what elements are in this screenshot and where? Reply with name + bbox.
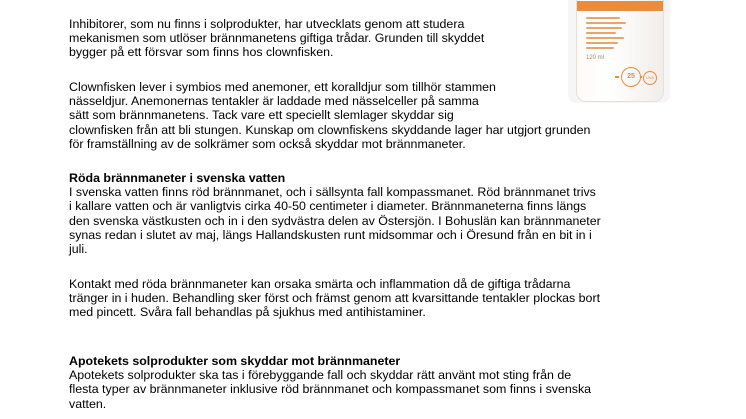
swedish-waters-line: I svenska vatten finns röd brännmanet, och i sällsynta fall kompassmanet. Röd brännmanet trivs: [69, 185, 596, 200]
pharmacy-line: flesta typer av brännmaneter inklusive röd brännmanet och kompassmanet som finns i svenska: [69, 382, 592, 397]
pharmacy-section: [69, 354, 591, 411]
pharmacy-heading: Apotekets solprodukter som skyddar mot brännmaneter: [69, 354, 401, 368]
intro-line: bygger på ett försvar som finns hos clownfisken.: [69, 45, 334, 60]
swedish-waters-section: [69, 171, 601, 256]
contact-line: tränger in i huden. Behandling sker först och främst genom att kvarsittande tentakler plockas bort: [69, 291, 601, 306]
swedish-waters-line: den svenska västkusten och in i den sydvästra delen av Östersjön. I Bohuslän kan brännmaneter: [69, 213, 601, 228]
intro-line: Inhibitorer, som nu finns i solprodukter, har utvecklats genom att studera: [69, 17, 465, 31]
clownfish-line: sätt som brännmanetens. Tack vare ett speciellt slemlager skyddar sig: [69, 108, 454, 123]
bottle-label-text: [586, 17, 620, 19]
contact-line: med pincett. Svåra fall behandlas på sjukhus med antihistaminer.: [69, 305, 426, 320]
contact-line: Kontakt med röda brännmaneter kan orsaka smärta och inflammation då de giftiga trådarna: [69, 277, 571, 291]
swedish-waters-line: i kallare vatten och är vanligtvis cirka 40-50 centimeter i diameter. Brännmaneterna finns längs: [69, 199, 587, 214]
bottle-label-text: [586, 22, 626, 24]
sun-ray-icon: [615, 76, 619, 78]
swedish-waters-line: synas redan i slutet av maj, längs Hallandskusten runt midsommar och i Öresund från en bit in i: [69, 227, 592, 242]
sun-ray-icon: [640, 76, 642, 78]
bottle-label-text: [586, 27, 622, 29]
bottle-label-text: [586, 47, 614, 49]
bottle-label-text: [586, 37, 624, 39]
contact-paragraph: [69, 277, 600, 320]
clownfish-line: nässeldjur. Anemonernas tentakler är laddade med nässelceller på samma: [69, 94, 479, 109]
clownfish-line: clownfisken från att bli stungen. Kunskap om clownfiskens skyddande lager har utgjort grunden: [69, 122, 591, 137]
pharmacy-line: vatten.: [69, 396, 107, 411]
clownfish-line: för framställning av de solkrämer som också skyddar mot brännmaneter.: [69, 136, 466, 151]
swedish-waters-heading: Röda brännmaneter i svenska vatten: [69, 171, 286, 185]
sunscreen-bottle: [576, 0, 664, 102]
swedish-waters-line: juli.: [69, 242, 88, 257]
uva-badge-icon: UVA: [643, 71, 657, 85]
intro-paragraph: [69, 17, 484, 60]
bottle-label-text: [586, 42, 618, 44]
bottle-label-text: [586, 32, 616, 34]
bottle-label-band: [577, 1, 663, 11]
clownfish-line: Clownfisken lever i symbios med anemoner, ett koralldjur som tillhör stammen: [69, 80, 496, 94]
spf-sun-icon: 25: [621, 67, 641, 87]
pharmacy-line: Apotekets solprodukter ska tas i förebyggande fall och skyddar rätt använt mot sting från de: [69, 368, 572, 383]
intro-line: mekanismen som utlöser brännmanetens giftiga trådar. Grunden till skyddet: [69, 31, 485, 46]
sunscreen-product-image: [568, 0, 670, 103]
bottle-volume: 120 ml: [586, 55, 605, 61]
clownfish-paragraph: [69, 80, 590, 151]
